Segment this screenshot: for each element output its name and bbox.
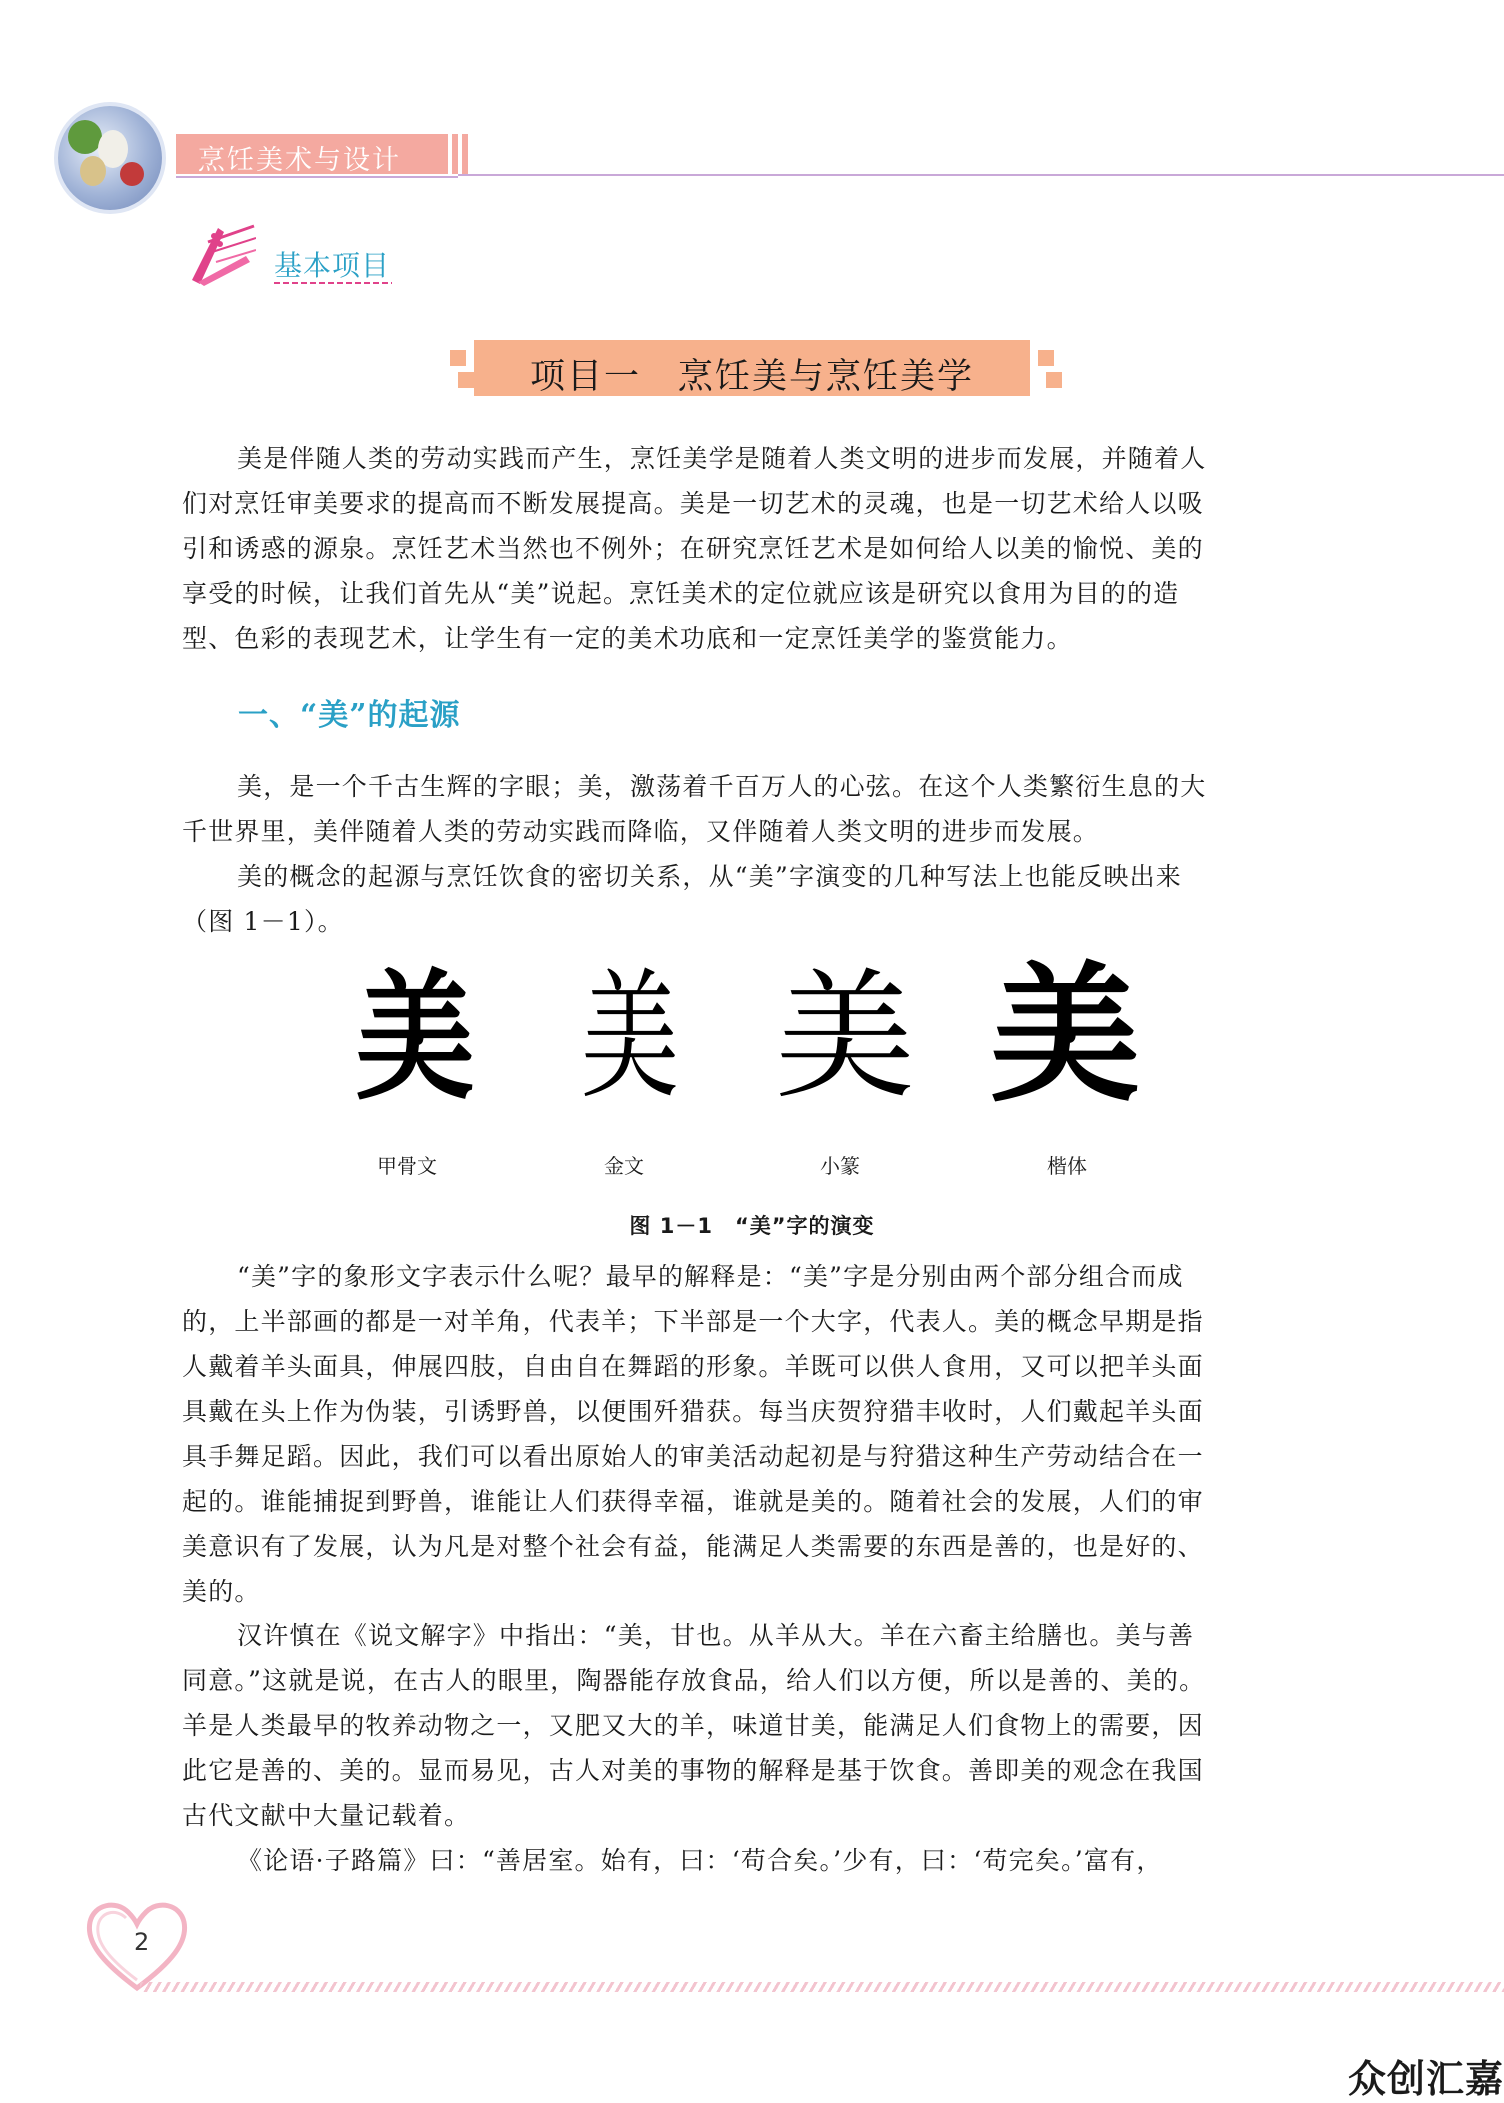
notebook-icon (184, 222, 256, 286)
banner-decoration (458, 372, 474, 388)
banner-decoration (1046, 372, 1062, 388)
header-title-band (176, 134, 448, 174)
intro-paragraph (182, 436, 1322, 661)
text-line: 此它是善的、美的。显而易见，古人对美的事物的解释是基于饮食。善即美的观念在我国 (182, 1756, 1204, 1785)
text-line: 美的。 (182, 1577, 261, 1606)
project-title-banner (474, 340, 1030, 396)
text-line: 汉许慎在《说文解字》中指出：“美，甘也。从羊从大。羊在六畜主给膳也。美与善 (237, 1621, 1195, 1650)
origin-paragraph (182, 764, 1322, 944)
book-title: 烹饪美术与设计 (198, 145, 401, 176)
regular-script-glyph: 美 (990, 947, 1141, 1123)
text-line: 引和诱惑的源泉。烹饪艺术当然也不例外；在研究烹饪艺术是如何给人以美的愉悦、美的 (182, 534, 1204, 563)
watermark-text: 众创汇嘉 (1348, 2057, 1504, 2101)
text-line: 美意识有了发展，认为凡是对整个社会有益，能满足人类需要的东西是善的，也是好的、 (182, 1532, 1204, 1561)
section-label: 基本项目 (274, 249, 391, 282)
section-underline (274, 282, 392, 284)
text-line: 的，上半部画的都是一对羊角，代表羊；下半部是一个大字，代表人。美的概念早期是指 (182, 1307, 1204, 1336)
footer-stripe (140, 1982, 1504, 1992)
text-line: 美，是一个千古生辉的字眼；美，激荡着千百万人的心弦。在这个人类繁衍生息的大 (237, 772, 1207, 801)
header-food-badge (58, 106, 162, 210)
text-line: 起的。谁能捕捉到野兽，谁能让人们获得幸福，谁就是美的。随着社会的发展，人们的审 (182, 1487, 1204, 1516)
text-line: （图 1－1）。 (182, 907, 344, 936)
lunyu-paragraph (182, 1838, 1322, 1883)
text-line: 《论语·子路篇》曰：“善居室。始有，曰：‘苟合矣。’少有，曰：‘苟完矣。’富有， (237, 1846, 1163, 1875)
glyph-label: 甲骨文 (377, 1154, 437, 1178)
text-line: 人戴着羊头面具，伸展四肢，自由自在舞蹈的形象。羊既可以供人食用，又可以把羊头面 (182, 1352, 1204, 1381)
header-bar-decoration (462, 134, 468, 174)
page-number: 2 (134, 1928, 150, 1956)
banner-decoration (1038, 350, 1054, 366)
oracle-bone-glyph: 美 (355, 956, 475, 1120)
text-line: “美”字的象形文字表示什么呢？最早的解释是：“美”字是分别由两个部分组合而成 (237, 1262, 1184, 1291)
seal-script-glyph: 美 (775, 956, 916, 1119)
text-line: 千世界里，美伴随着人类的劳动实践而降临，又伴随着人类文明的进步而发展。 (182, 817, 1100, 846)
glyph-label: 金文 (604, 1154, 644, 1178)
meaning-paragraph (182, 1254, 1322, 1614)
glyph-label: 楷体 (1047, 1154, 1087, 1178)
text-line: 型、色彩的表现艺术，让学生有一定的美术功底和一定烹饪美学的鉴赏能力。 (182, 624, 1073, 653)
project-title: 项目一 烹饪美与烹饪美学 (529, 357, 974, 397)
text-line: 古代文献中大量记载着。 (182, 1801, 471, 1830)
section-heading: 一、“美”的起源 (238, 698, 461, 733)
banner-decoration (450, 350, 466, 366)
header-rule (458, 174, 1504, 176)
text-line: 具手舞足蹈。因此，我们可以看出原始人的审美活动起初是与狩猎这种生产劳动结合在一 (182, 1442, 1204, 1471)
figure-caption: 图 1－1 “美”字的演变 (629, 1214, 875, 1238)
text-line: 们对烹饪审美要求的提高而不断发展提高。美是一切艺术的灵魂，也是一切艺术给人以吸 (182, 489, 1204, 518)
text-line: 美是伴随人类的劳动实践而产生，烹饪美学是随着人类文明的进步而发展，并随着人 (237, 444, 1207, 473)
text-line: 同意。”这就是说，在古人的眼里，陶器能存放食品，给人们以方便，所以是善的、美的。 (182, 1666, 1206, 1695)
header-rule (176, 176, 458, 178)
shuowen-paragraph (182, 1613, 1322, 1838)
text-line: 享受的时候，让我们首先从“美”说起。烹饪美术的定位就应该是研究以食用为目的的造 (182, 579, 1180, 608)
bronze-glyph: 美 (581, 956, 680, 1119)
text-line: 羊是人类最早的牧养动物之一，又肥又大的羊，味道甘美，能满足人们食物上的需要，因 (182, 1711, 1204, 1740)
text-line: 具戴在头上作为伪装，引诱野兽，以便围歼猎获。每当庆贺狩猎丰收时，人们戴起羊头面 (182, 1397, 1204, 1426)
glyph-label: 小篆 (820, 1154, 860, 1178)
text-line: 美的概念的起源与烹饪饮食的密切关系，从“美”字演变的几种写法上也能反映出来 (237, 862, 1182, 891)
header-bar-decoration (452, 134, 458, 174)
